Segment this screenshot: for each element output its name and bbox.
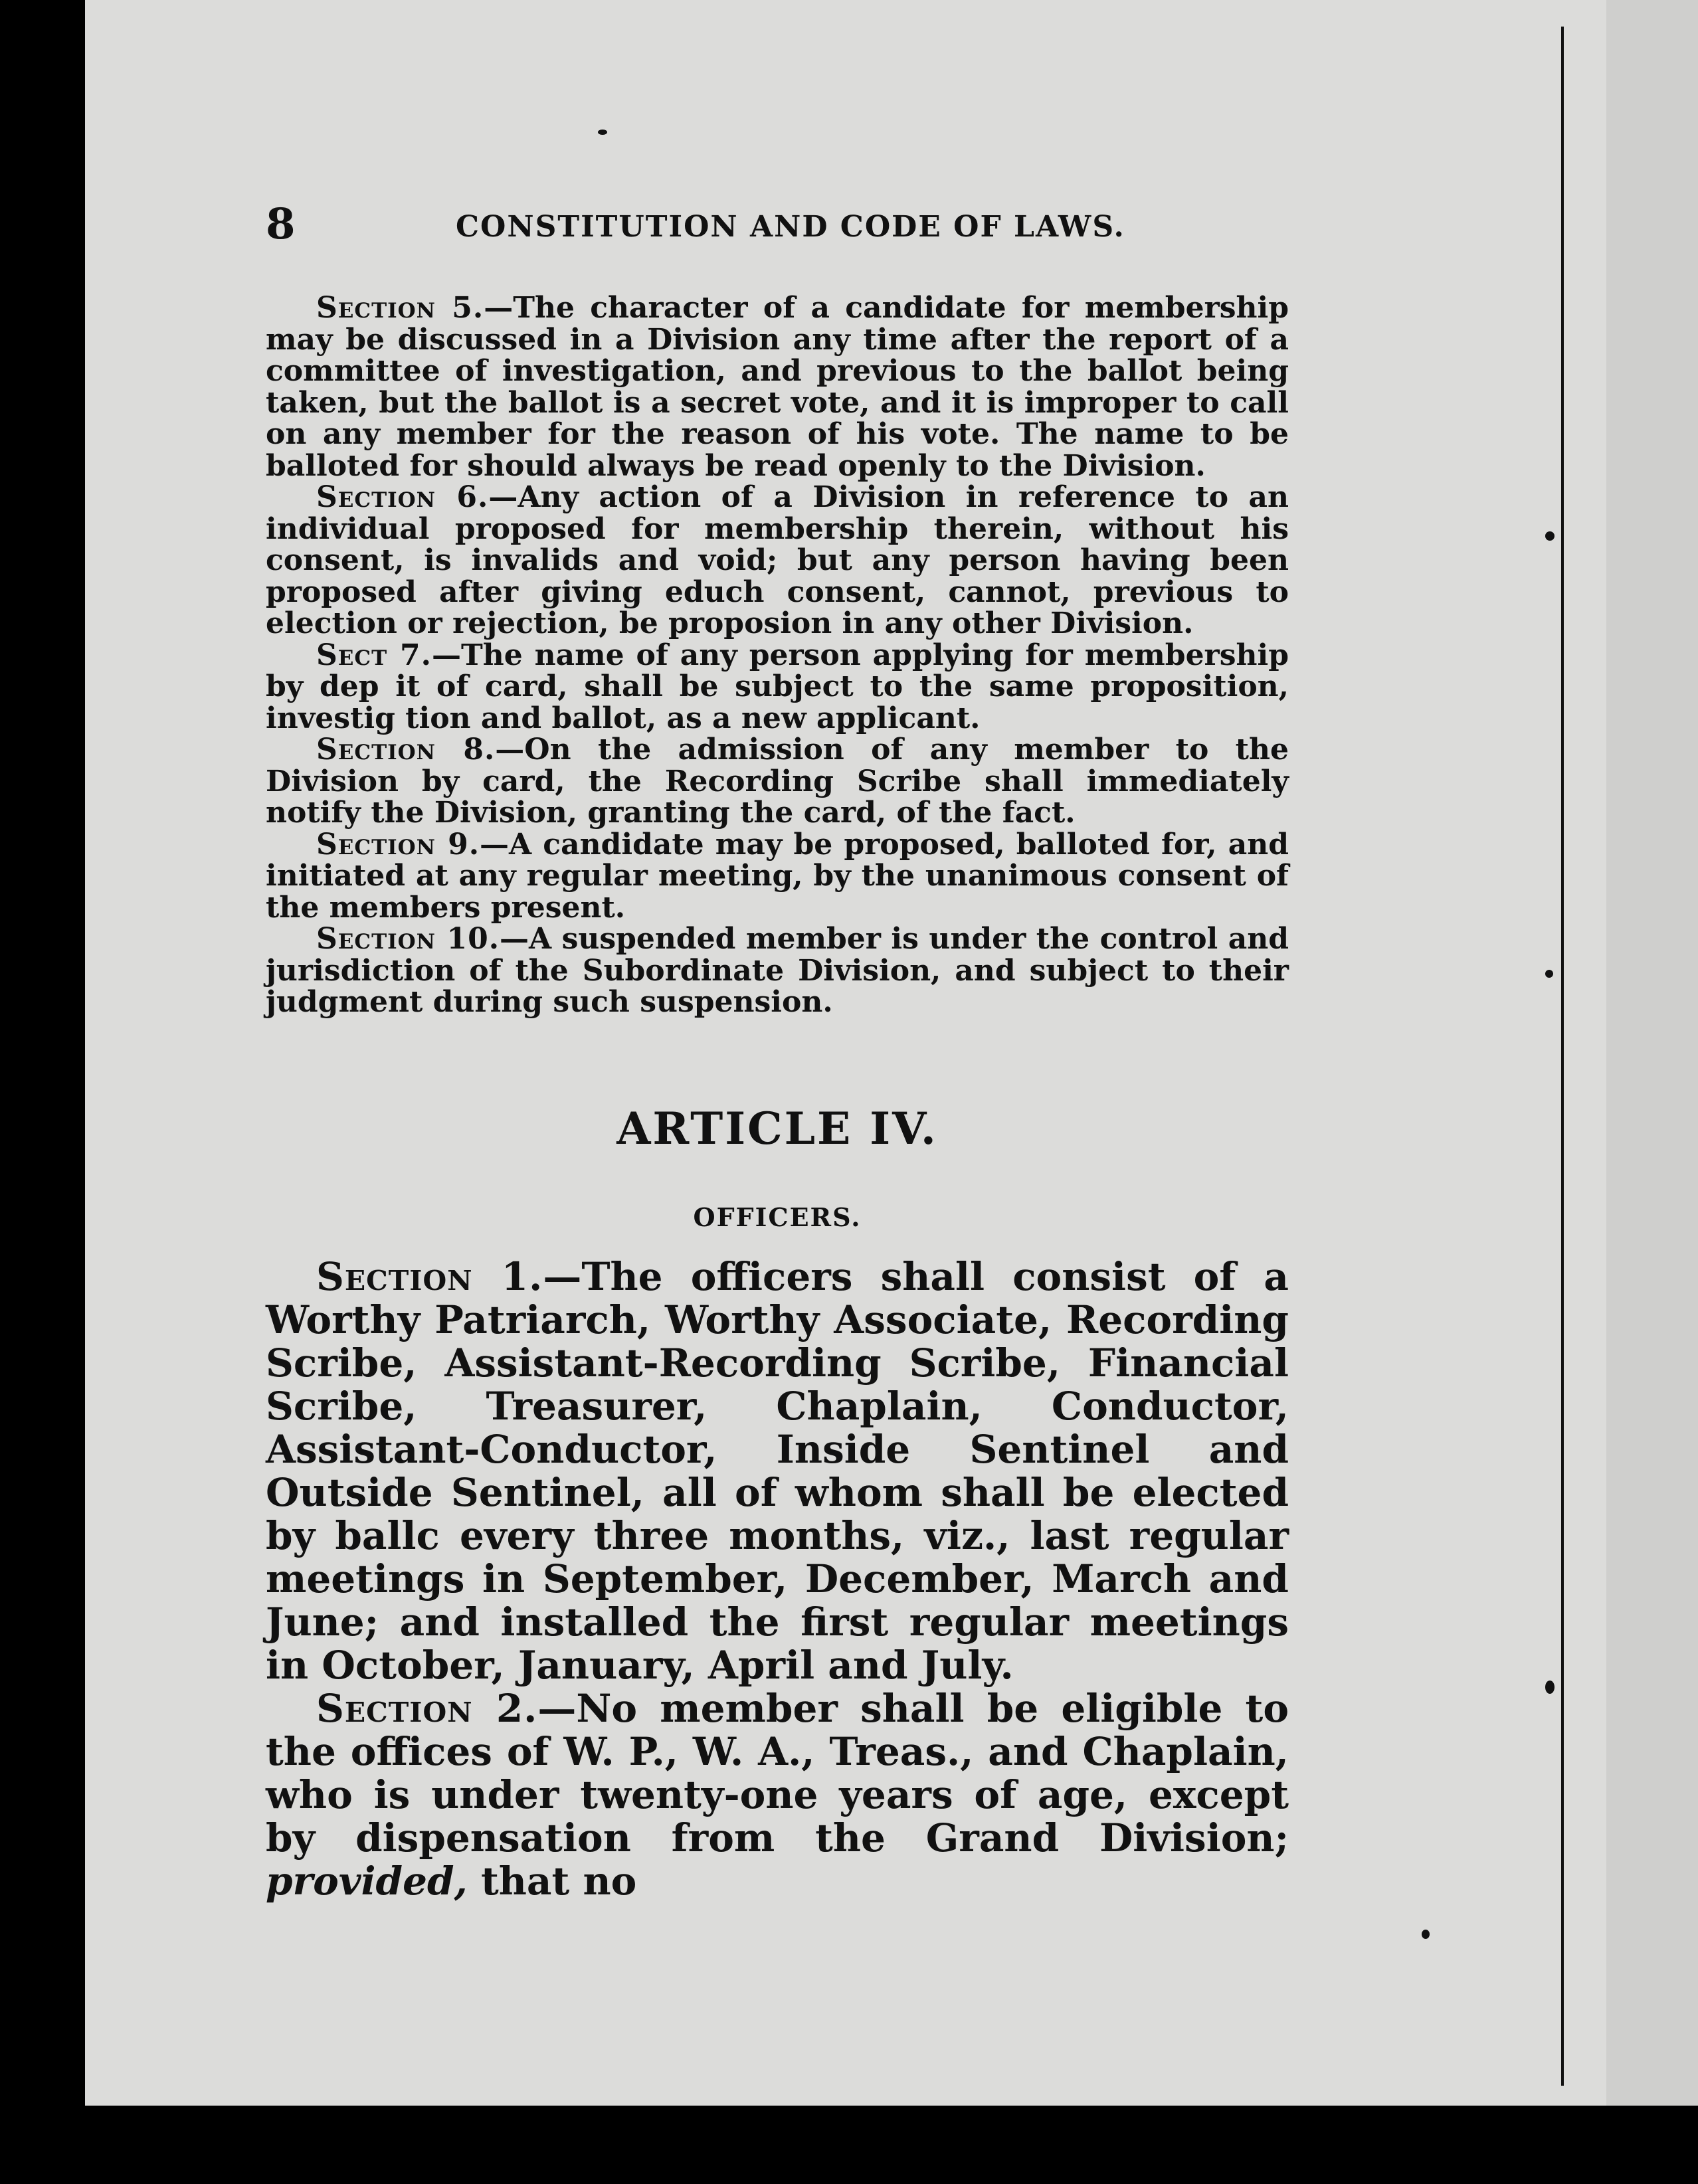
section-label: Section 8. [316,733,496,767]
section-paragraph [266,734,1289,829]
section-paragraph [266,1687,1289,1903]
section-paragraph [266,292,1289,482]
section-paragraph [266,482,1289,640]
ink-speck [1545,970,1553,978]
section-text: —On the admission of any member to the Division by card, the Recording Scribe shall immediately notify the Division, granting the card, of the fact. [266,733,1289,830]
section-label: Section 9. [316,827,480,862]
article-iii-sections [266,292,1289,1018]
section-paragraph [266,829,1289,924]
section-text: —Any action of a Division in reference to an individual proposed for membership therein, without his consent, is invalids and void; but any person having been proposed after giving educh consent, cannot, previous to election or rejection, be proposion in any other Division. [266,480,1289,640]
book-gutter [1606,0,1698,2184]
section-label: Section 6. [316,480,489,514]
section-text-tail: that no [480,1859,637,1904]
ink-speck [1422,1930,1430,1939]
section-label: Section 2. [316,1686,538,1731]
section-text: —A suspended member is under the control and jurisdiction of the Subordinate Division, and subject to their judgment during such suspension. [266,922,1289,1019]
ink-speck [1545,531,1555,541]
ink-speck [1545,1681,1555,1694]
running-title: CONSTITUTION AND CODE OF LAWS. [456,210,1125,244]
scan-border [0,2106,1698,2184]
section-text: —No member shall be eligible to the offices of W. P., W. A., Treas., and Chaplain, who is under twenty-one years of age, except by dispensation from the Grand Division; [266,1686,1289,1861]
section-paragraph [266,1255,1289,1687]
section-text: —A candidate may be proposed, balloted for, and initiated at any regular meeting, by the unanimous consent of the members present. [266,827,1289,925]
article-iv-sections [266,1255,1289,1903]
section-label: Sect 7. [316,638,432,672]
section-text: —The name of any person applying for membership by dep it of card, shall be subject to the same proposition, investig tion and ballot, as a new applicant. [266,638,1289,735]
section-label: Section 5. [316,291,484,325]
section-paragraph [266,923,1289,1018]
article-subheading: OFFICERS. [693,1202,862,1232]
section-text: —The character of a candidate for membership may be discussed in a Division any time after the report of a committee of investigation, and previous to the ballot being taken, but the ballot is a secret vote, and it is improper to call on any member for the reason of his vote. The name to be balloted for should always be read openly to the Division. [266,291,1289,483]
section-label: Section 1. [316,1254,543,1299]
page-edge-line [1561,27,1564,2086]
section-paragraph [266,640,1289,735]
ink-speck [598,130,607,135]
article-heading: ARTICLE IV. [616,1103,938,1154]
section-label: Section 10. [316,922,500,956]
page-number: 8 [266,199,297,249]
emphasis-text: provided, [266,1859,468,1904]
section-text: —The officers shall consist of a Worthy Patriarch, Worthy Associate, Recording Scribe, Assistant-Recording Scribe, Financial Scribe, Treasurer, Chaplain, Conductor, Assistant-Conductor, Inside Sentinel and Outside Sentinel, all of whom shall be elected by ballc every three months, viz., last regular meetings in September, December, March and June; and installed the first regular meetings in October, January, April and July. [266,1254,1289,1688]
